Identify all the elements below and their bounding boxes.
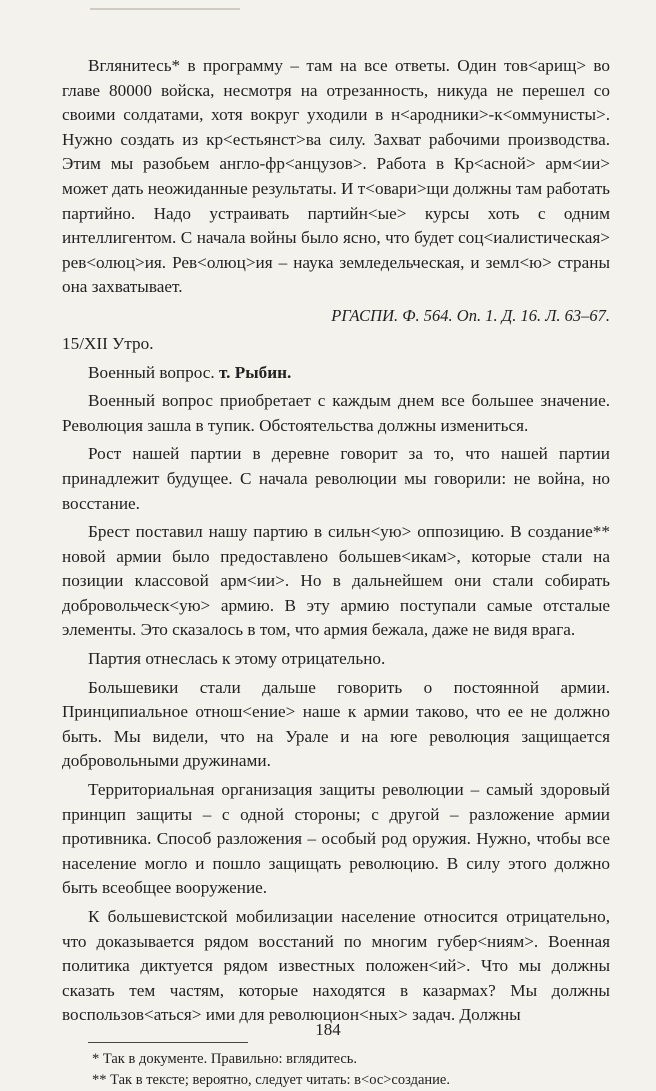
page-body — [62, 54, 610, 1091]
footnote: ** Так в тексте; вероятно, следует читать: в<ос>создание. — [92, 1071, 450, 1088]
speaker-name: т. Рыбин. — [218, 362, 292, 382]
topic-label: Военный вопрос. — [88, 362, 219, 382]
paragraph: К большевистской мобилизации население относится отрицательно, что доказывается рядом восстаний по многим губер<ниям>. Военная политика диктуется рядом известных положен<ий>. Что мы должны сказать тем частям, которые находятся в казармах? Мы должны воспользов<аться> ими для революцион<ных> задач. Должны — [62, 907, 610, 1025]
top-edge-mark — [90, 0, 240, 10]
paragraph: Территориальная организация защиты революции – самый здоровый принцип защиты – с одной стороны; с другой – разложение армии противника. Способ разложения – особый род оружия. Нужно, чтобы все население могло и пошло защищать революцию. В силу этого должно быть всеобщее вооружение. — [62, 780, 610, 898]
footnote: * Так в документе. Правильно: вглядитесь. — [92, 1050, 358, 1067]
paragraph: Военный вопрос приобретает с каждым днем все большее значение. Революция зашла в тупик. Обстоятельства должны измениться. — [62, 391, 610, 435]
paragraph: Большевики стали дальше говорить о постоянной армии. Принципиальное отнош<ение> наше к армии таково, что ее не должно быть. Мы видели, что на Урале и на юге революция защищается добровольными дружинами. — [62, 677, 610, 771]
paragraph: Рост нашей партии в деревне говорит за то, что нашей партии принадлежит будущее. С начала революции мы говорили: не война, но восстание. — [62, 444, 610, 513]
paragraph: Вглянитесь* в программу – там на все ответы. Один тов<арищ> во главе 80000 войска, несмотря на отрезанность, никуда не перешел со своими солдатами, хотя вокруг уходили в н<ародники>-к<оммунисты>. Нужно создать из кр<естьянст>ва силу. Захват рабочими производства. Этим мы разобьем англо-фр<анцузов>. Работа в Кр<асной> арм<ии> может дать неожиданные результаты. И т<овари>щи должны там работать партийно. Надо устраивать партийн<ые> курсы хоть с одним интеллигентом. С начала войны было ясно, что будет соц<иалистическая> рев<олюц>ия. Рев<олюц>ия – наука земледельческая, и земл<ю> страны она захватывает. — [62, 56, 610, 297]
topic-line — [62, 361, 610, 386]
archive-citation: РГАСПИ. Ф. 564. Оп. 1. Д. 16. Л. 63–67. — [331, 305, 610, 325]
footnote-rule — [88, 1042, 248, 1043]
paragraph: Брест поставил нашу партию в сильн<ую> оппозицию. В создание** новой армии было предоставлено большев<икам>, которые стали на позиции классовой арм<ии>. Но в дальнейшем они стали собирать добровольческ<ую> армию. В эту армию поступали самые отсталые элементы. Это сказалось в том, что армия бежала, даже не видя врага. — [62, 522, 610, 640]
page-number: 184 — [315, 1020, 341, 1039]
date-line: 15/XII Утро. — [62, 333, 154, 353]
paragraph: Партия отнеслась к этому отрицательно. — [88, 649, 386, 669]
